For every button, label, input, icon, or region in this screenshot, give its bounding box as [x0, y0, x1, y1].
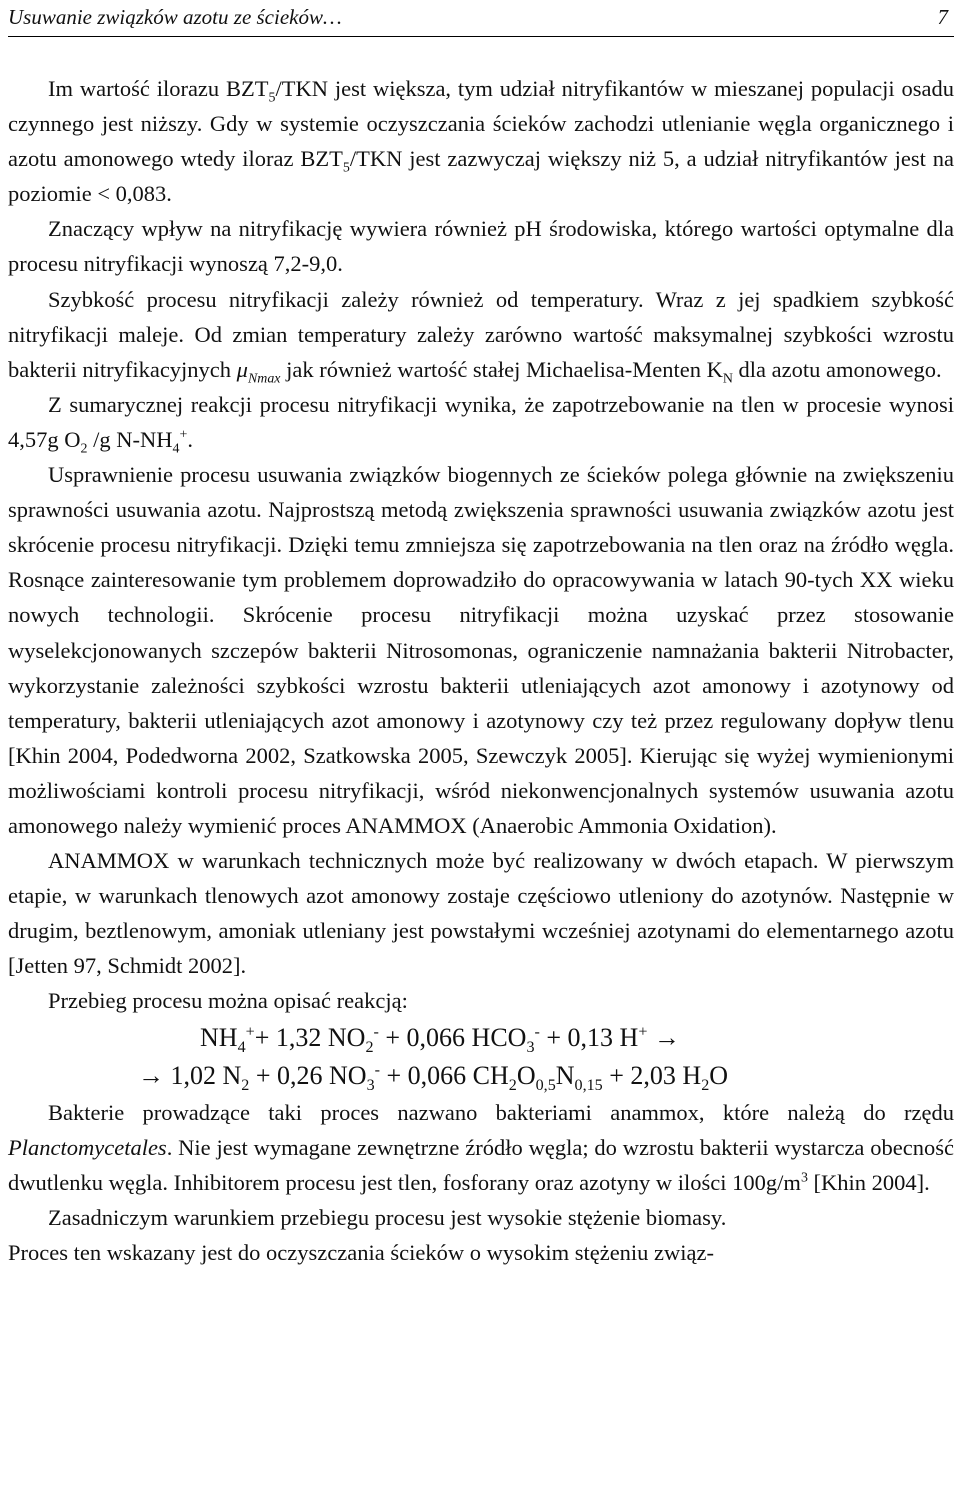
running-title: Usuwanie związków azotu ze ścieków…	[8, 5, 342, 29]
paragraph-anammox-bacteria	[8, 1095, 954, 1200]
text-run: + 0,13 H	[539, 1022, 639, 1052]
text-run: /g N-NH	[87, 426, 173, 452]
text-run: [Khin 2004].	[807, 1169, 930, 1195]
text-run: Im wartość ilorazu BZT	[48, 76, 269, 101]
paragraph-ph: Znaczący wpływ na nitryfikację wywiera również pH środowiska, którego wartości optymalne dla procesu nitryfikacji wynoszą 7,2-9,0.	[8, 216, 954, 277]
subscript: 5	[268, 90, 276, 106]
page-number: 7	[937, 5, 948, 29]
paragraph-anammox-stages: ANAMMOX w warunkach technicznych może być realizowany w dwóch etapach. W pierwszym etapie, w warunkach tlenowych azot amonowy zostaje częściowo utleniony do azotynów. Następnie w drugim, beztlenowym, amoniak utleniany jest powstałymi wcześniej azotynami do elementarnego azotu [Jetten 97, Schmidt 2002].	[8, 848, 954, 979]
text-run: .	[187, 426, 193, 452]
text-run: →	[647, 1022, 680, 1052]
text-run: Szybkość procesu nitryfikacji zależy również od temperatury. Wraz z jej spadkiem szybkość nitryfikacji maleje. Od zmian temperatury zależy zarówno wartość maksymalnej szybkości wzrostu bakterii nitryfikacyjnych	[8, 286, 954, 382]
text-run: Z sumarycznej reakcji procesu nitryfikacji wynika, że zapotrzebowanie na tlen w procesie wynosi 4,57g O	[8, 391, 954, 452]
text-run: jak również wartość stałej Michaelisa-Menten K	[280, 356, 723, 382]
mu-symbol: μ	[236, 356, 248, 382]
superscript: +	[245, 1022, 255, 1040]
superscript: +	[638, 1022, 648, 1040]
subscript: 3	[366, 1076, 375, 1094]
paragraph-application: Proces ten wskazany jest do oczyszczania ścieków o wysokim stężeniu związ-	[8, 1239, 715, 1265]
subscript: 5	[342, 160, 350, 176]
superscript: -	[373, 1022, 379, 1040]
text-run: NH	[200, 1022, 238, 1052]
paragraph-oxygen-demand	[8, 387, 954, 457]
subscript: Nmax	[247, 371, 281, 387]
text-run: + 0,066 HCO	[378, 1022, 527, 1052]
page-header	[8, 0, 954, 37]
superscript: 3	[800, 1170, 808, 1186]
subscript: 2	[365, 1038, 374, 1056]
text-run: + 2,03 H	[602, 1060, 702, 1090]
subscript: 3	[526, 1038, 535, 1056]
text-run: O	[516, 1060, 536, 1090]
text-run: /TKN jest zazwyczaj większy niż 5, a udział nitryfikantów jest na poziomie < 0,083.	[8, 146, 954, 207]
paragraph-reaction-intro: Przebieg procesu można opisać reakcją:	[48, 988, 408, 1014]
text-run: O	[709, 1060, 729, 1090]
subscript: 2	[80, 441, 88, 457]
subscript: 2	[508, 1076, 517, 1094]
text-run: Bakterie prowadzące taki proces nazwano bakteriami anammox, które należą do rzędu	[48, 1099, 954, 1125]
paragraph-improvement: Usprawnienie procesu usuwania związków biogennych ze ścieków polega głównie na zwiększeniu sprawności usuwania azotu. Najprostszą metodą zwiększenia sprawności usuwania związków azotu jest skrócenie procesu nitryfikacji. Dzięki temu zmniejsza się zapotrzebowania na tlen oraz na źródło węgla. Rosnące zainteresowanie tym problemem doprowadziło do opracowywania w latach 90-tych XX wieku nowych technologii. Skrócenie procesu nitryfikacji można uzyskać przez stosowanie wyselekcjonowanych szczepów bakterii Nitrosomonas, ograniczenie namnażania bakterii Nitrobacter, wykorzystanie zależności szybkości wzrostu bakterii utleniających azot amonowy i azotynowy od temperatury, bakterii utleniających azot amonowy i azotynowy czy też przez regulowany dopływ tlenu [Khin 2004, Podedworna 2002, Szatkowska 2005, Szewczyk 2005]. Kierując się wyżej wymienionymi możliwościami kontroli procesu nitryfikacji, wśród niekonwencjonalnych systemów usuwania azotu amonowego należy wymienić proces ANAMMOX (Anaerobic Ammonia Oxidation).	[8, 462, 954, 838]
text-run: + 0,26 NO	[249, 1060, 367, 1090]
subscript: 4	[237, 1038, 246, 1056]
equation-line-1	[8, 1019, 954, 1057]
subscript: 2	[701, 1076, 710, 1094]
paragraph-biomass: Zasadniczym warunkiem przebiegu procesu jest wysokie stężenie biomasy.	[48, 1204, 727, 1230]
subscript: N	[722, 371, 733, 387]
equation-line-2	[8, 1057, 954, 1095]
subscript: 0,15	[574, 1076, 603, 1094]
text-run: → 1,02 N	[138, 1060, 242, 1090]
document-body	[8, 71, 954, 1270]
text-run: + 0,066 CH	[380, 1060, 509, 1090]
subscript: 4	[172, 441, 180, 457]
superscript: -	[534, 1022, 540, 1040]
text-run: dla azotu amonowego.	[732, 356, 942, 382]
paragraph-bzt-ratio	[8, 71, 954, 211]
text-run: N	[555, 1060, 575, 1090]
superscript: +	[179, 427, 188, 443]
paragraph-temperature	[8, 282, 954, 387]
subscript: 0,5	[535, 1076, 556, 1094]
superscript: -	[374, 1060, 380, 1078]
text-run: + 1,32 NO	[254, 1022, 366, 1052]
text-run: /TKN jest większa, tym udział nitryfikantów w mieszanej populacji osadu czynnego jest niższy. Gdy w systemie oczyszczania ścieków zachodzi utlenianie węgla organicznego i azotu amonowego wtedy iloraz BZT	[8, 76, 954, 172]
text-run: . Nie jest wymagane zewnętrzne źródło węgla; do wzrostu bakterii wystarcza obecność dwutlenku węgla. Inhibitorem procesu jest tlen, fosforany oraz azotyny w ilości 100g/m	[8, 1134, 954, 1195]
italic-taxon: Planctomycetales	[8, 1134, 167, 1160]
subscript: 2	[241, 1076, 250, 1094]
